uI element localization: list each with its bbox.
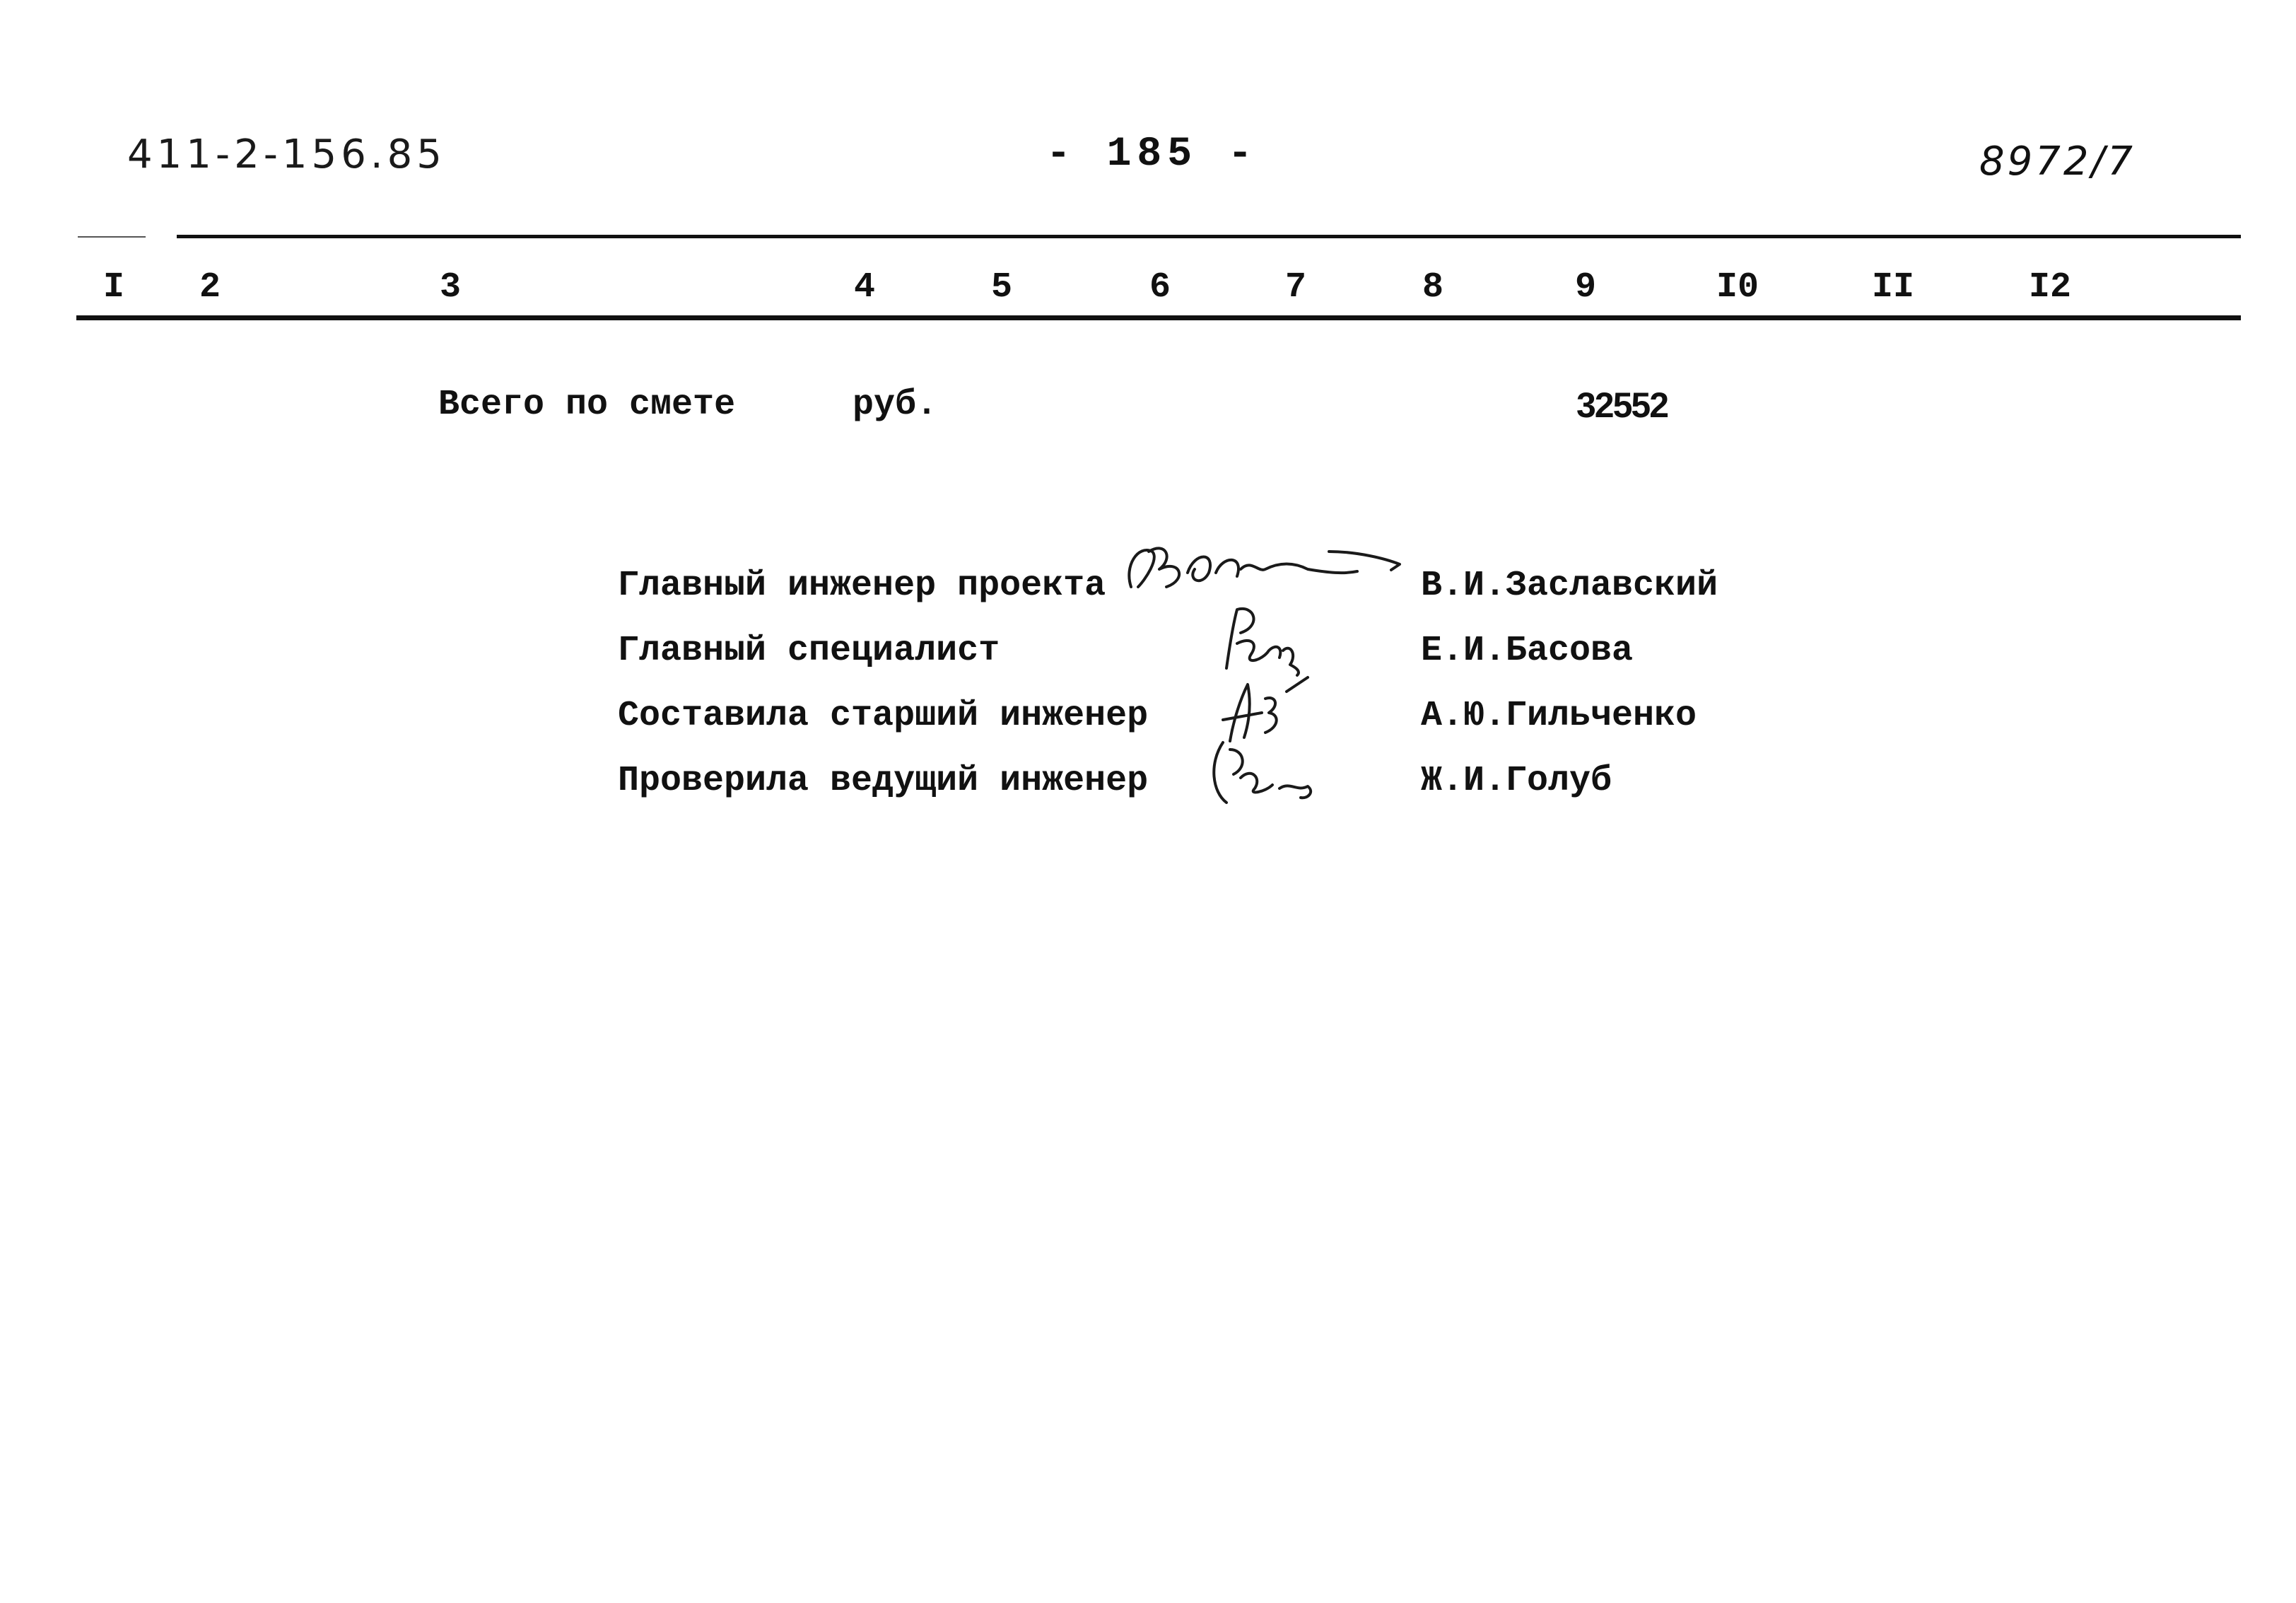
handwritten-signature-chief-engineer — [1117, 530, 1414, 608]
signature-title-checked-by: Проверила ведущий инженер — [618, 761, 1149, 801]
column-number-8: 8 — [1422, 267, 1444, 308]
signature-name-compiled-by: А.Ю.Гильченко — [1421, 696, 1697, 736]
signature-name-chief-specialist: Е.И.Басова — [1421, 631, 1634, 671]
column-number-11: II — [1872, 267, 1915, 308]
signature-title-compiled-by: Составила старший инженер — [618, 696, 1149, 736]
signature-title-chief-specialist: Главный специалист — [618, 631, 1000, 671]
page-number: - 185 - — [1046, 132, 1258, 177]
header-rule-bottom — [76, 315, 2241, 320]
column-number-10: I0 — [1716, 267, 1759, 308]
signature-name-checked-by: Ж.И.Голуб — [1421, 761, 1612, 801]
sheet-code: 8972/7 — [1979, 139, 2136, 185]
handwritten-signature-chief-specialist — [1212, 601, 1311, 679]
total-value: 32552 — [1576, 385, 1668, 425]
column-number-4: 4 — [854, 267, 876, 308]
total-unit: руб. — [853, 385, 938, 425]
column-number-5: 5 — [991, 267, 1013, 308]
document-code: 411-2-156.85 — [127, 132, 446, 177]
column-number-1: I — [103, 267, 125, 308]
signature-title-chief-engineer: Главный инженер проекта — [618, 566, 1106, 606]
signature-name-chief-engineer: В.И.Заславский — [1421, 566, 1718, 606]
total-label: Всего по смете — [438, 385, 736, 425]
handwritten-signature-checked-by — [1202, 735, 1322, 806]
column-number-12: I2 — [2029, 267, 2072, 308]
column-number-6: 6 — [1149, 267, 1171, 308]
column-number-2: 2 — [199, 267, 221, 308]
header-rule-short — [78, 236, 146, 238]
column-number-3: 3 — [440, 267, 462, 308]
header-rule-top — [177, 235, 2241, 238]
column-number-9: 9 — [1575, 267, 1597, 308]
column-number-7: 7 — [1285, 267, 1307, 308]
